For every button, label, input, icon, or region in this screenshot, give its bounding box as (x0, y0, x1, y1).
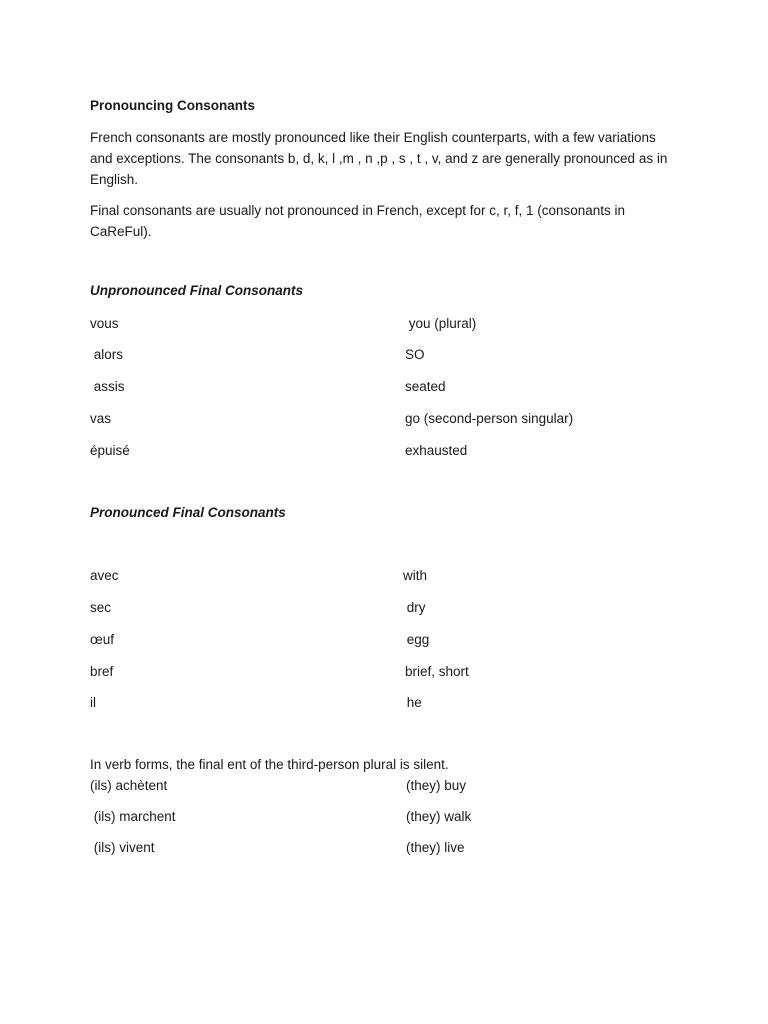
section-title-unpronounced: Unpronounced Final Consonants (90, 283, 303, 298)
french-word: vous (90, 316, 119, 331)
french-verb: (ils) vivent (90, 840, 155, 855)
french-word: alors (90, 347, 124, 362)
french-word: bref (90, 664, 114, 679)
english-translation: exhausted (405, 443, 468, 458)
section-title-pronounced: Pronounced Final Consonants (90, 505, 286, 520)
english-translation: seated (405, 379, 446, 394)
english-translation: he (403, 695, 422, 710)
english-translation: with (403, 568, 428, 583)
english-translation: you (plural) (405, 316, 477, 331)
final-consonants-paragraph: Final consonants are usually not pronounced in French, except for c, r, f, 1 (consonants in CaReFul). (90, 203, 626, 239)
english-translation: SO (405, 347, 425, 362)
english-translation: dry (403, 600, 426, 615)
verb-forms-note: In verb forms, the final ent of the third-person plural is silent. (90, 757, 449, 772)
french-word: vas (90, 411, 112, 426)
english-translation: egg (403, 632, 430, 647)
english-verb: (they) buy (406, 778, 467, 793)
english-verb: (they) live (406, 840, 465, 855)
english-translation: go (second-person singular) (405, 411, 574, 426)
french-word: avec (90, 568, 119, 583)
french-word: œuf (90, 632, 115, 647)
french-word: il (90, 695, 96, 710)
page-title: Pronouncing Consonants (90, 98, 255, 113)
french-word: épuisé (90, 443, 130, 458)
french-word: assis (90, 379, 125, 394)
french-word: sec (90, 600, 112, 615)
english-translation: brief, short (405, 664, 469, 679)
intro-paragraph: French consonants are mostly pronounced like their English counterparts, with a few variations and exceptions. The consonants b, d, k, l ,m , n ,p , s , t , v, and z are generally pronounced as in English. (90, 130, 668, 187)
french-verb: (ils) marchent (90, 809, 176, 824)
french-verb: (ils) achètent (90, 778, 168, 793)
english-verb: (they) walk (406, 809, 472, 824)
